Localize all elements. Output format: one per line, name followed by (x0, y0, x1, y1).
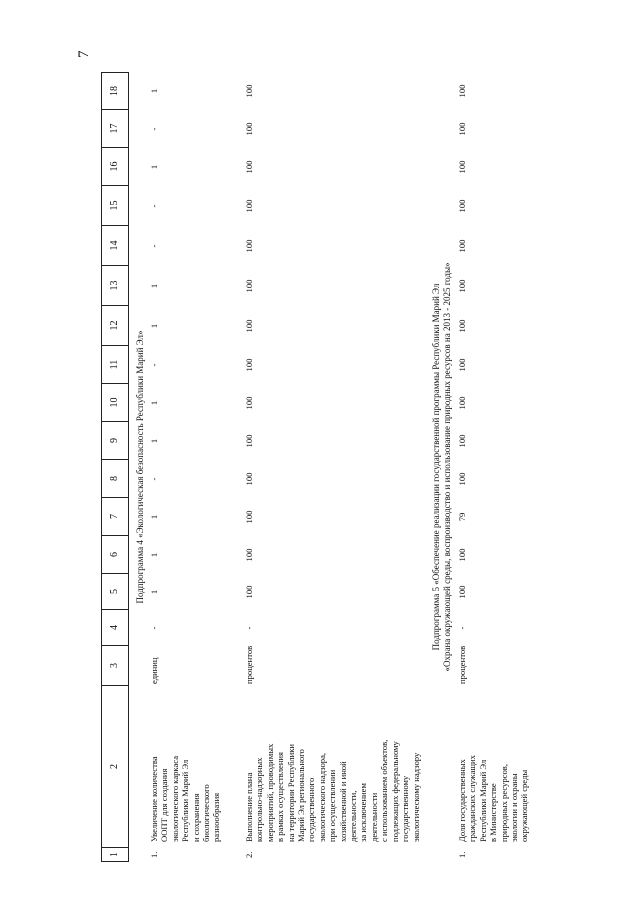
table-row (244, 72, 432, 862)
column-header: 16 (102, 148, 128, 186)
indicator-name (244, 692, 421, 842)
indicator-name-line: экологии и охраны (509, 773, 520, 842)
column-header: 3 (102, 646, 128, 686)
subprogram5-title-line2: «Охрана окружающей среды, воспроизводство и использование природных ресурсов на 2013 - 2025 годы» (442, 262, 452, 672)
value-cell: - (149, 204, 159, 208)
value-cell: - (244, 626, 254, 630)
value-cell: 100 (244, 434, 254, 448)
column-header: 4 (102, 610, 128, 646)
value-cell: 79 (457, 512, 467, 522)
value-cell: 100 (457, 319, 467, 333)
value-cell: 1 (149, 323, 159, 329)
indicator-name-line: экологического каркаса (169, 755, 180, 842)
value-cell: 100 (457, 122, 467, 136)
value-cell: 100 (244, 358, 254, 372)
unit-of-measure: процентов (244, 645, 254, 684)
indicator-name-line: экологического надзора, (316, 752, 327, 842)
row-number: 1. (457, 851, 467, 858)
column-header: 6 (102, 536, 128, 574)
column-header: 7 (102, 498, 128, 536)
indicator-name-line: биологического (201, 784, 212, 842)
column-header: 2 (102, 686, 128, 848)
subprogram4-title: Подпрограмма 4 «Экологическая безопасность Республики Марий Эл» (135, 330, 145, 604)
value-cell: - (149, 244, 159, 248)
value-cell: 100 (457, 472, 467, 486)
value-cell: 1 (149, 88, 159, 94)
column-header: 10 (102, 384, 128, 422)
value-cell: 1 (149, 283, 159, 289)
value-cell: 1 (149, 164, 159, 170)
indicator-name-line: подлежащих федеральному (389, 741, 400, 842)
value-cell: 100 (244, 122, 254, 136)
value-cell: 100 (244, 199, 254, 213)
indicator-name-line: контрольно-надзорных (254, 757, 265, 842)
indicator-name (457, 692, 530, 842)
value-cell: 100 (244, 510, 254, 524)
indicator-name-line: с использованием объектов, (379, 739, 390, 842)
indicator-name-line: Выполнение плана (244, 772, 254, 842)
value-cell: 100 (457, 239, 467, 253)
value-cell: 100 (244, 279, 254, 293)
value-cell: - (149, 626, 159, 630)
value-cell: 100 (457, 358, 467, 372)
indicator-name-line: деятельности (368, 792, 379, 842)
indicator-name-line: экологическому надзору (410, 752, 421, 842)
column-header: 5 (102, 574, 128, 610)
value-cell: 1 (149, 514, 159, 520)
indicator-name (149, 692, 222, 842)
unit-of-measure: процентов (457, 645, 467, 684)
table-row (149, 72, 233, 862)
value-cell: - (457, 626, 467, 630)
column-header: 15 (102, 186, 128, 226)
table-row (457, 72, 541, 862)
indicator-name-line: в рамках осуществления (275, 752, 286, 842)
column-header: 11 (102, 346, 128, 384)
value-cell: 100 (457, 199, 467, 213)
value-cell: 100 (457, 396, 467, 410)
column-header: 1 (102, 848, 128, 862)
indicator-name-line: окружающей среды (519, 769, 530, 842)
value-cell: 100 (457, 585, 467, 599)
column-header: 18 (102, 72, 128, 110)
value-cell: 1 (149, 400, 159, 406)
value-cell: - (149, 477, 159, 481)
indicator-name-line: мероприятий, проводимых (264, 743, 275, 842)
value-cell: 1 (149, 589, 159, 595)
indicator-name-line: государственного (306, 777, 317, 842)
indicator-name-line: при осуществлении (327, 769, 338, 842)
indicator-name-line: гражданских служащих (467, 755, 478, 842)
row-number: 2. (244, 851, 254, 858)
value-cell: 100 (457, 279, 467, 293)
value-cell: 1 (149, 552, 159, 558)
indicator-name-line: и сохранения (190, 793, 201, 842)
row-number: 1. (149, 851, 159, 858)
page-number: 7 (76, 50, 92, 58)
indicator-name-line: Увеличение количества (149, 756, 159, 842)
indicator-name-line: на территории Республики (285, 743, 296, 842)
unit-of-measure: единиц (149, 657, 159, 684)
indicator-name-line: за исключением (358, 783, 369, 842)
value-cell: - (149, 363, 159, 367)
column-header: 13 (102, 266, 128, 306)
value-cell: 100 (244, 319, 254, 333)
indicator-name-line: деятельности, (348, 790, 359, 842)
indicator-name-line: ООПТ для создания (159, 768, 170, 842)
column-header: 12 (102, 306, 128, 346)
indicator-name-line: природных ресурсов, (498, 764, 509, 842)
value-cell: 100 (244, 472, 254, 486)
indicator-name-line: хозяйственной и иной (337, 761, 348, 842)
indicator-name-line: государственному (400, 775, 411, 842)
column-header: 14 (102, 226, 128, 266)
value-cell: 100 (244, 585, 254, 599)
rotated-table (101, 72, 561, 862)
indicator-name-line: Республики Марий Эл (477, 759, 488, 842)
value-cell: 100 (457, 434, 467, 448)
value-cell: 100 (244, 396, 254, 410)
column-header: 9 (102, 422, 128, 460)
column-header: 17 (102, 110, 128, 148)
value-cell: 100 (244, 160, 254, 174)
value-cell: 100 (244, 239, 254, 253)
indicator-name-line: Республики Марий Эл (180, 759, 191, 842)
value-cell: 100 (457, 84, 467, 98)
value-cell: 1 (149, 438, 159, 444)
value-cell: 100 (244, 84, 254, 98)
column-header: 8 (102, 460, 128, 498)
indicator-name-line: Доля государственных (457, 759, 467, 842)
indicator-name-line: разнообразия (211, 792, 222, 842)
indicator-name-line: Марий Эл регионального (296, 749, 307, 842)
table-header-row (101, 72, 129, 862)
value-cell: - (149, 127, 159, 131)
value-cell: 100 (457, 548, 467, 562)
indicator-name-line: в Министерстве (488, 783, 499, 842)
value-cell: 100 (244, 548, 254, 562)
subprogram5-title-line1: Подпрограмма 5 «Обеспечение реализации государственной программы Республики Марий Эл (431, 283, 441, 651)
value-cell: 100 (457, 160, 467, 174)
